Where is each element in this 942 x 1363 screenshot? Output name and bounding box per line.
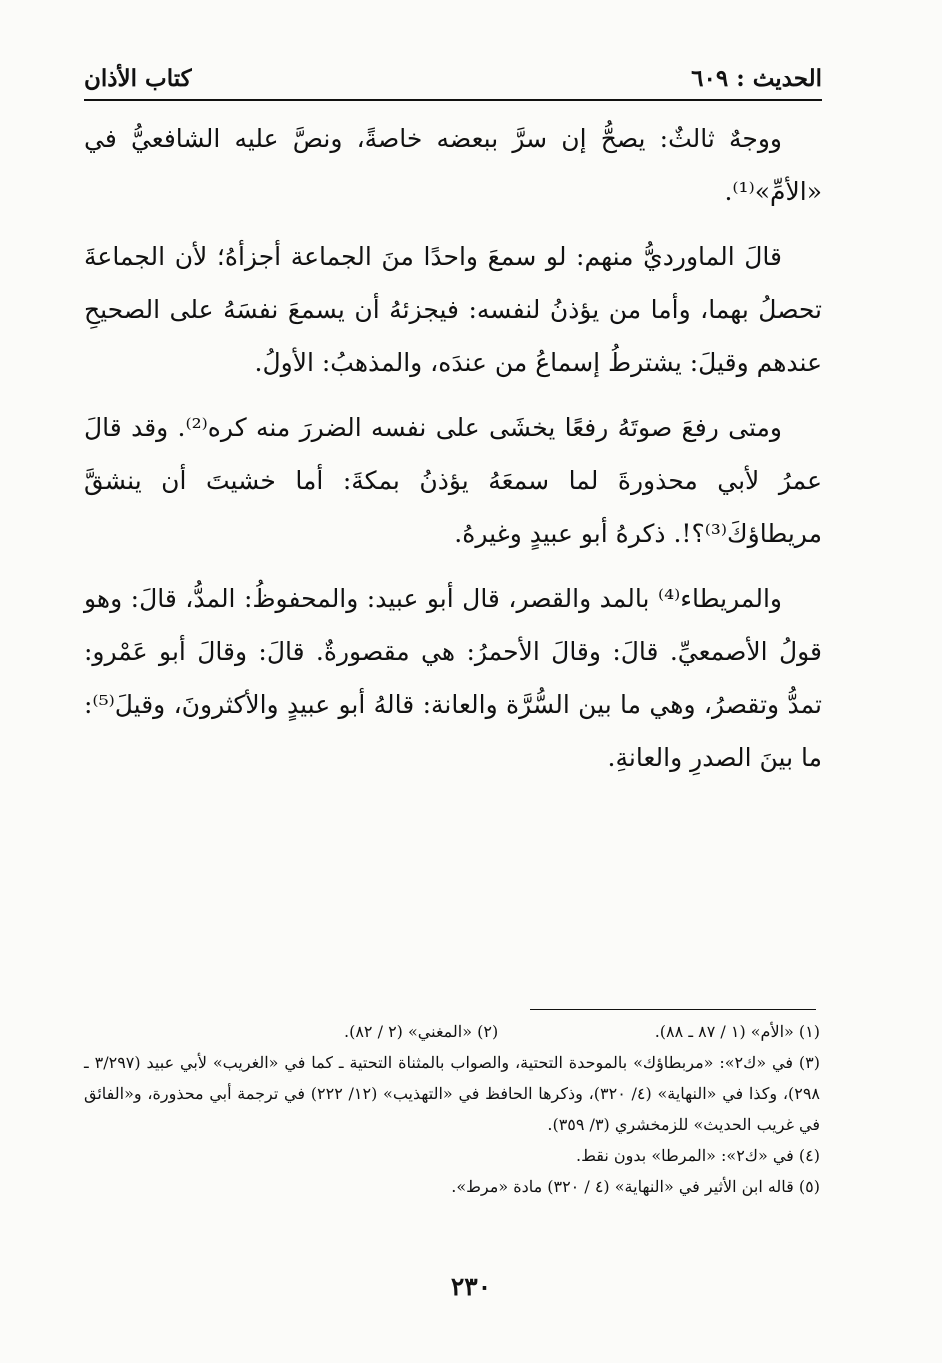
- footnote-1: (١) «الأم» (١ / ٨٧ ـ ٨٨).: [654, 1022, 820, 1041]
- paragraph: والمريطاء⁽⁴⁾ بالمد والقصر، قال أبو عبيد: والمحفوظُ: المدُّ، قالَ: وهو قولُ الأصمعيِّ. قالَ: وقالَ الأحمرُ: هي مقصورةٌ. قالَ: وقالَ أبو عَمْرو: تمدُّ وتقصرُ، وهي ما بين السُّرَّة والعانة: قالهُ أبو عبيدٍ والأكثرونَ، وقيلَ⁽⁵⁾: ما بينَ الصدرِ والعانةِ.: [84, 584, 822, 772]
- book-title: كتاب الأذان: [84, 64, 192, 92]
- main-text: [84, 112, 822, 796]
- footnote-3: (٣) في «ك٢»: «مربطاؤك» بالموحدة التحتية، والصواب بالمثناة التحتية ـ كما في «الغريب» لأبي عبيد (٣/٢٩٧ ـ ٢٩٨)، وكذا في «النهاية» (٤/ ٣٢٠)، وذكرها الحافظ في «التهذيب» (١٢/ ٢٢٢) في ترجمة أبي محذورة، و«الفائق في غريب الحديث» للزمخشري (٣/ ٣٥٩).: [84, 1053, 821, 1134]
- running-header: [84, 58, 822, 98]
- footnote-5: (٥) قاله ابن الأثير في «النهاية» (٤ / ٣٢٠) مادة «مرط».: [451, 1177, 820, 1196]
- paragraph: ووجهٌ ثالثٌ: يصحُّ إن سرَّ ببعضه خاصةً، ونصَّ عليه الشافعيُّ في «الأمِّ»⁽¹⁾.: [84, 124, 822, 206]
- footnote-row: [84, 1016, 820, 1047]
- paragraph: ومتى رفعَ صوتَهُ رفعًا يخشَى على نفسه الضررَ منه كره⁽²⁾. وقد قالَ عمرُ لأبي محذورةَ لما سمعَهُ يؤذنُ بمكةَ: أما خشيتَ أن ينشقَّ مريطاؤكَ⁽³⁾؟!. ذكرهُ أبو عبيدٍ وغيرهُ.: [84, 413, 822, 548]
- footnote-divider: [530, 1009, 816, 1010]
- hadith-number-label: الحديث : ٦٠٩: [691, 64, 822, 92]
- footnote-4: (٤) في «ك٢»: «المرطا» بدون نقط.: [576, 1146, 820, 1165]
- header-divider: [84, 99, 822, 101]
- footnote-2: (٢) «المغني» (٢ / ٨٢).: [344, 1022, 499, 1041]
- footnotes: [84, 1016, 820, 1202]
- page-number: ٢٣٠: [450, 1272, 492, 1301]
- paragraph: قالَ الماورديُّ منهم: لو سمعَ واحدًا منَ الجماعة أجزأهُ؛ لأن الجماعةَ تحصلُ بهما، وأما من يؤذنُ لنفسه: فيجزئهُ أن يسمعَ نفسَهُ على الصحيحِ عندهم وقيلَ: يشترطُ إسماعُ من عندَه، والمذهبُ: الأولُ.: [84, 242, 822, 377]
